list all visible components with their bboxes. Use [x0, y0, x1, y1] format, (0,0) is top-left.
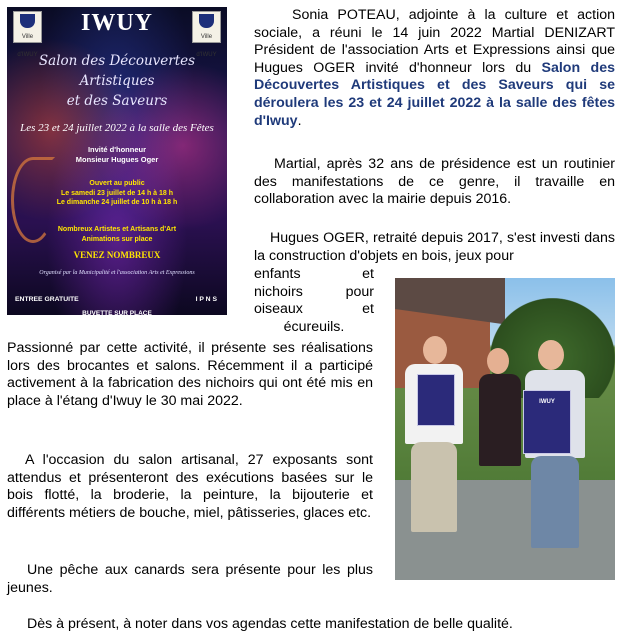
held-poster-right [523, 390, 571, 454]
held-poster-left [417, 374, 455, 426]
person-left-head [423, 336, 447, 364]
person-middle-dress [479, 374, 521, 466]
poster-ipns: I P N S [195, 296, 217, 303]
p1-end: . [297, 112, 302, 129]
word-enfants: enfants [254, 266, 301, 282]
person-right-jeans [531, 456, 579, 548]
article-paragraph-3-column [254, 266, 374, 336]
article-paragraph-6: Une pêche aux canards sera présente pour les plus jeunes. [7, 562, 373, 596]
crest-caption: Ville d'IWUY [196, 34, 217, 58]
word-pour: pour [345, 283, 374, 300]
person-right-head [538, 340, 564, 370]
crest-caption: Ville d'IWUY [17, 34, 38, 58]
poster-open-line2: Le samedi 23 juillet de 14 h à 18 h [60, 189, 174, 197]
word-nichoirs: nichoirs [254, 283, 303, 300]
article-paragraph-4: Passionné par cette activité, il présente ses réalisations lors des brocantes et salons. Récemment il a participé activement à la fabrication des nichoirs qui ont été mis en place à l'étang d'Iwuy le 30 mai 2022. [7, 340, 373, 409]
word-ecureuils: écureuils. [283, 318, 345, 335]
event-poster-image [7, 7, 227, 315]
article-paragraph-5: A l'occasion du salon artisanal, 27 exposants sont attendus et présenteront des exécutions basées sur le bois flotté, la broderie, la peinture, la bijouterie et différents métiers de bouche, miel, pâtisseries, glaces etc. [7, 452, 373, 521]
held-poster-title: IWUY [539, 399, 555, 405]
poster-open-line1: Ouvert au public [89, 180, 145, 187]
group-photo [395, 278, 615, 580]
article-paragraph-7: Dès à présent, à noter dans vos agendas cette manifestation de belle qualité. [27, 616, 513, 632]
word-oiseaux: oiseaux [254, 301, 303, 318]
poster-open-line3: Le dimanche 24 juillet de 10 h à 18 h [56, 199, 178, 206]
poster-opening-hours [7, 179, 227, 208]
poster-dates: Les 23 et 24 juillet 2022 à la salle des Fêtes [20, 122, 214, 134]
poster-subtitle-line1: Salon des Découvertes Artistiques [38, 53, 196, 89]
p1-text: Sonia POTEAU, adjointe à la culture et action sociale, a réuni le 14 juin 2022 Martial DENIZART Président de l'association Arts et Expressions ainsi que Hugues OGER invité d'honneur lors du [254, 7, 615, 76]
poster-title: IWUY [80, 10, 153, 36]
poster-organizer: Organisé par la Municipalité et l'association Arts et Expressions [39, 270, 195, 276]
poster-artists-line2: Animations sur place [81, 235, 153, 243]
word-et: et [362, 301, 374, 318]
poster-guest-line1: Invité d'honneur [87, 145, 147, 154]
poster-guest [7, 145, 227, 165]
event-highlight: Salon des Découvertes Artistiques et des Saveurs qui se déroulera les 23 et 24 juillet 2022 à la salle des fêtes d'Iwuy [254, 59, 615, 129]
article-paragraph-3: Hugues OGER, retraité depuis 2017, s'est investi dans la construction d'objets en bois, jeux pour [254, 230, 615, 264]
poster-guest-line2: Monsieur Hugues Oger [75, 155, 159, 164]
article-paragraph-1 [254, 7, 615, 130]
poster-buvette: BUVETTE SUR PLACE [82, 310, 152, 315]
word-et: et [362, 266, 374, 282]
poster-artists-line1: Nombreux Artistes et Artisans d'Art [57, 226, 177, 233]
article-paragraph-2: Martial, après 32 ans de présidence est un routinier des manifestations de ce genre, il travaille en collaboration avec la mairie depuis 2016. [254, 156, 615, 208]
poster-subtitle [7, 51, 227, 111]
poster-subtitle-line2: et des Saveurs [66, 93, 168, 109]
person-left-trousers [411, 442, 457, 532]
person-middle-head [487, 348, 509, 374]
poster-venez: VENEZ NOMBREUX [73, 250, 161, 260]
poster-entree: ENTREE GRATUITE [15, 296, 79, 303]
poster-artists [7, 225, 227, 244]
